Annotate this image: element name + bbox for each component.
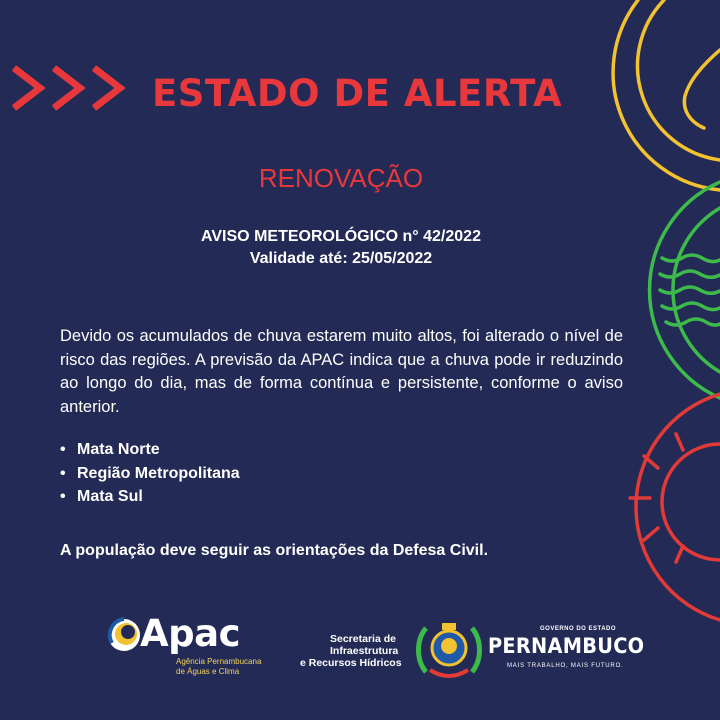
apac-logo-icon: [106, 617, 142, 653]
alert-title: ESTADO DE ALERTA: [152, 72, 563, 115]
notice-body: Devido os acumulados de chuva estarem muito altos, foi alterado o nível de risco das regiões. A previsão da APAC indica que a chuva pode ir reduzindo ao longo do dia, mas de forma contínua e persistente, conforme o aviso anterior.: [60, 327, 623, 416]
apac-wordmark: Apac: [140, 612, 241, 655]
green-wave-ring-icon: [650, 182, 720, 398]
secretaria-line: Secretaria de: [330, 633, 396, 645]
validity-date: Validade até: 25/05/2022: [249, 250, 433, 267]
guidance-text: A população deve seguir as orientações da Defesa Civil.: [60, 542, 489, 559]
apac-tagline-line: de Águas e Clima: [176, 667, 240, 676]
region-item: • Mata Norte: [60, 438, 240, 462]
apac-tagline-line: Agência Pernambucana: [176, 657, 262, 666]
state-slogan: MAIS TRABALHO, MAIS FUTURO.: [507, 663, 624, 669]
apac-tagline: [176, 657, 261, 677]
renewal-label: RENOVAÇÃO: [258, 163, 424, 193]
yellow-drop-ring-icon: [613, 0, 720, 190]
notice-number: AVISO METEOROLÓGICO n° 42/2022: [201, 228, 481, 245]
region-item: • Região Metropolitana: [60, 462, 240, 486]
red-sun-ring-icon: [630, 394, 720, 620]
pernambuco-coat-of-arms-icon: [416, 620, 482, 684]
secretaria-line: Infraestrutura: [330, 645, 399, 657]
gov-label: GOVERNO DO ESTADO: [540, 626, 617, 632]
secretaria-line: e Recursos Hídricos: [300, 657, 402, 669]
state-name: PERNAMBUCO: [488, 634, 645, 658]
secretaria-logo: [300, 633, 402, 669]
region-item: • Mata Sul: [60, 485, 240, 509]
